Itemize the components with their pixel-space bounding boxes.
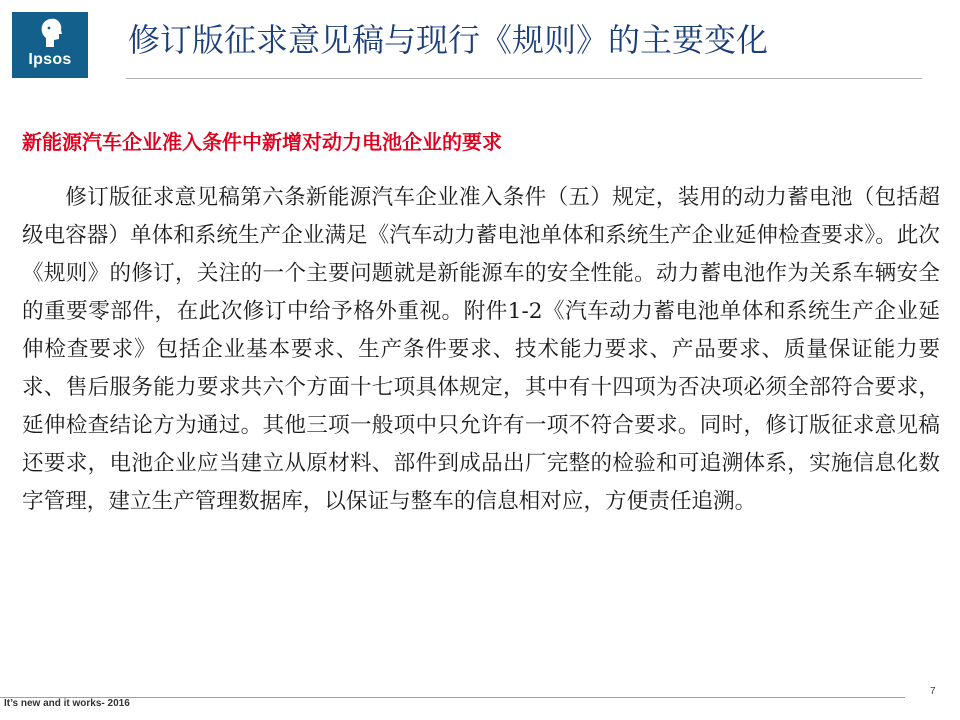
footer-divider xyxy=(0,697,905,698)
body-paragraph: 修订版征求意见稿第六条新能源汽车企业准入条件（五）规定，装用的动力蓄电池（包括超级电容器）单体和系统生产企业满足《汽车动力蓄电池单体和系统生产企业延伸检查要求》。此次《规则》的修订，关注的一个主要问题就是新能源车的安全性能。动力蓄电池作为关系车辆安全的重要零部件，在此次修订中给予格外重视。附件1-2《汽车动力蓄电池单体和系统生产企业延伸检查要求》包括企业基本要求、生产条件要求、技术能力要求、产品要求、质量保证能力要求、售后服务能力要求共六个方面十七项具体规定，其中有十四项为否决项必须全部符合要求，延伸检查结论方为通过。其他三项一般项中只允许有一项不符合要求。同时，修订版征求意见稿还要求，电池企业应当建立从原材料、部件到成品出厂完整的检验和可追溯体系，实施信息化数字管理，建立生产管理数据库，以保证与整车的信息相对应，方便责任追溯。 xyxy=(22,185,940,514)
section-heading: 新能源汽车企业准入条件中新增对动力电池企业的要求 xyxy=(22,130,502,154)
head-profile-icon xyxy=(40,18,62,48)
title-divider xyxy=(126,78,922,79)
footer-tagline: It’s new and it works- 2016 xyxy=(4,698,130,709)
slide-title: 修订版征求意见稿与现行《规则》的主要变化 xyxy=(128,21,769,59)
ipsos-logo xyxy=(12,12,88,78)
logo-text: Ipsos xyxy=(28,51,72,68)
page-number: 7 xyxy=(930,686,936,697)
